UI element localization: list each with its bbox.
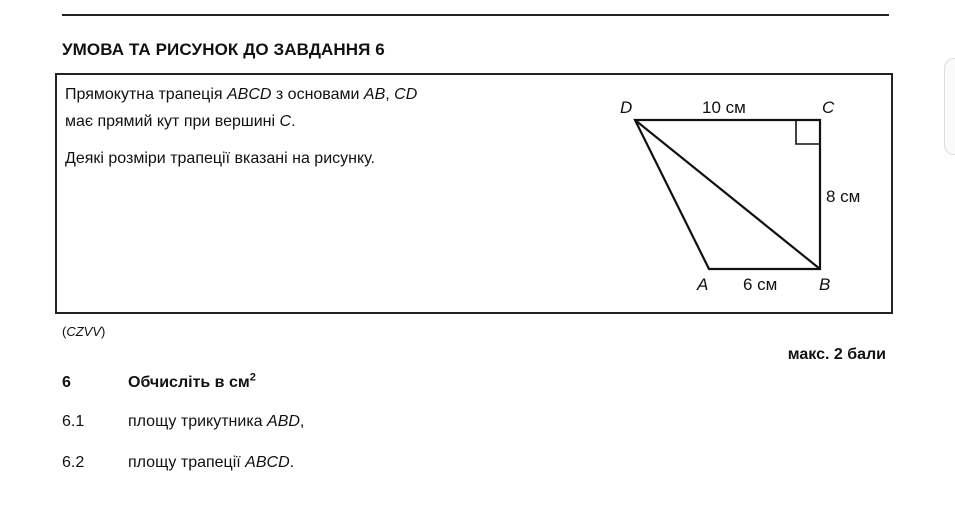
side-dc-label: 10 см xyxy=(702,98,746,117)
vertex-c-label: C xyxy=(822,98,835,117)
vertex-b-label: B xyxy=(819,275,831,294)
source-note: (CZVV) xyxy=(62,324,106,339)
diagonal-db xyxy=(635,120,820,269)
trapezoid-name: ABCD xyxy=(226,86,272,103)
condition-text: Прямокутна трапеція xyxy=(65,86,227,103)
base-cd: CD xyxy=(394,86,418,103)
vertex-d-label: D xyxy=(620,98,633,117)
question-number: 6 xyxy=(62,374,71,391)
condition-text: . xyxy=(291,113,296,130)
condition-line-3: Деякі розміри трапеції вказані на рисунку. xyxy=(65,150,375,167)
source-name: CZVV xyxy=(66,324,102,339)
section-heading: УМОВА ТА РИСУНОК ДО ЗАВДАННЯ 6 xyxy=(62,40,385,59)
condition-text: з основами xyxy=(271,86,364,103)
right-angle-mark xyxy=(796,120,820,144)
vertex-a-label: A xyxy=(697,275,709,294)
task-condition-box xyxy=(55,73,893,314)
side-scroll-tab[interactable] xyxy=(944,58,955,155)
max-points: макс. 2 бали xyxy=(787,346,886,363)
side-cb-label: 8 см xyxy=(826,187,861,206)
trapezoid-figure xyxy=(57,75,891,312)
subquestion-number: 6.1 xyxy=(62,413,85,430)
subquestion-number: 6.2 xyxy=(62,454,85,471)
base-ab: AB xyxy=(363,86,386,103)
superscript-2: 2 xyxy=(249,371,256,384)
top-rule xyxy=(62,14,889,16)
subquestion-text: площу трикутника ABD, xyxy=(128,413,305,430)
subquestion-text: площу трапеції ABCD. xyxy=(128,454,295,471)
condition-text: , xyxy=(385,86,395,103)
question-text: Обчисліть в $см^2$ xyxy=(128,371,256,391)
condition-text: має прямий кут при вершині xyxy=(65,113,280,130)
vertex-c-ref: C xyxy=(279,113,292,130)
side-ab-label: 6 см xyxy=(743,275,778,294)
